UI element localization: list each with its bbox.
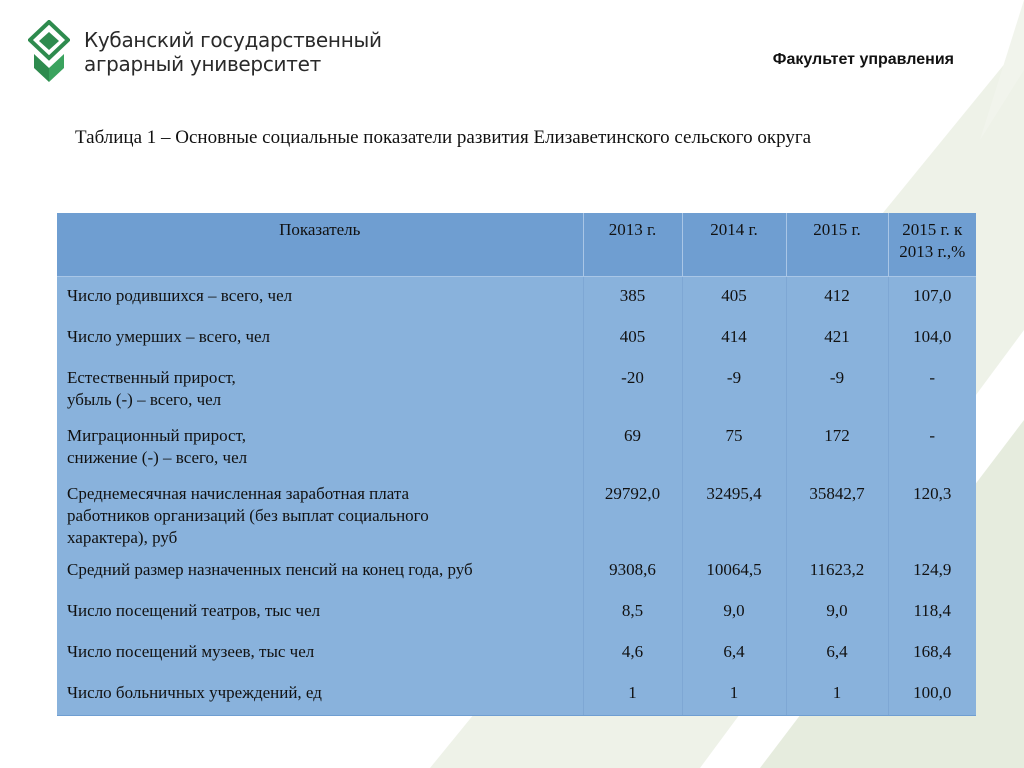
university-name bbox=[84, 28, 382, 76]
indicator-name: Число посещений театров, тыс чел bbox=[57, 592, 583, 633]
value-2014: -9 bbox=[682, 359, 786, 417]
indicator-name: Число родившихся – всего, чел bbox=[57, 277, 583, 319]
value-2014: 6,4 bbox=[682, 633, 786, 674]
value-2015: 9,0 bbox=[786, 592, 888, 633]
faculty-title: Факультет управления bbox=[772, 51, 954, 68]
value-ratio: - bbox=[888, 417, 976, 475]
value-ratio: 100,0 bbox=[888, 674, 976, 715]
table-row bbox=[57, 592, 976, 633]
value-ratio: 104,0 bbox=[888, 318, 976, 359]
value-2015: 11623,2 bbox=[786, 551, 888, 592]
column-header-2014: 2014 г. bbox=[682, 213, 786, 277]
value-2014: 1 bbox=[682, 674, 786, 715]
value-ratio: 120,3 bbox=[888, 475, 976, 551]
university-name-line2: аграрный университет bbox=[84, 52, 321, 76]
university-header bbox=[28, 20, 382, 84]
indicator-name: Число больничных учреждений, ед bbox=[57, 674, 583, 715]
value-2015: 35842,7 bbox=[786, 475, 888, 551]
university-name-line1: Кубанский государственный bbox=[84, 28, 382, 52]
indicator-name: Число посещений музеев, тыс чел bbox=[57, 633, 583, 674]
value-2013: 29792,0 bbox=[583, 475, 682, 551]
column-header-indicator: Показатель bbox=[57, 213, 583, 277]
table-caption: Таблица 1 – Основные социальные показатели развития Елизаветинского сельского округа bbox=[75, 127, 812, 148]
value-2014: 414 bbox=[682, 318, 786, 359]
kubsau-leaf-logo-icon bbox=[28, 20, 70, 84]
value-2015: -9 bbox=[786, 359, 888, 417]
table-row bbox=[57, 359, 976, 417]
table-row bbox=[57, 318, 976, 359]
value-ratio: - bbox=[888, 359, 976, 417]
value-2014: 405 bbox=[682, 277, 786, 319]
column-header-ratio: 2015 г. к 2013 г.,% bbox=[888, 213, 976, 277]
column-header-2013: 2013 г. bbox=[583, 213, 682, 277]
value-2013: 385 bbox=[583, 277, 682, 319]
indicators-table-container bbox=[57, 213, 976, 716]
value-2015: 412 bbox=[786, 277, 888, 319]
indicator-name: Естественный прирост, убыль (-) – всего, чел bbox=[57, 359, 583, 417]
value-2015: 6,4 bbox=[786, 633, 888, 674]
table-row bbox=[57, 551, 976, 592]
value-2013: 4,6 bbox=[583, 633, 682, 674]
table-row bbox=[57, 475, 976, 551]
value-2013: 8,5 bbox=[583, 592, 682, 633]
indicator-name: Среднемесячная начисленная заработная плата работников организаций (без выплат социального характера), руб bbox=[57, 475, 583, 551]
table-row bbox=[57, 674, 976, 715]
value-2013: 405 bbox=[583, 318, 682, 359]
table-row bbox=[57, 633, 976, 674]
value-2014: 10064,5 bbox=[682, 551, 786, 592]
value-2013: -20 bbox=[583, 359, 682, 417]
value-ratio: 107,0 bbox=[888, 277, 976, 319]
value-ratio: 168,4 bbox=[888, 633, 976, 674]
value-2015: 1 bbox=[786, 674, 888, 715]
table-header-row bbox=[57, 213, 976, 277]
table-row bbox=[57, 417, 976, 475]
value-2013: 1 bbox=[583, 674, 682, 715]
value-ratio: 124,9 bbox=[888, 551, 976, 592]
value-2014: 32495,4 bbox=[682, 475, 786, 551]
table-row bbox=[57, 277, 976, 319]
indicator-name: Средний размер назначенных пенсий на конец года, руб bbox=[57, 551, 583, 592]
indicator-name: Миграционный прирост, снижение (-) – всего, чел bbox=[57, 417, 583, 475]
value-2013: 69 bbox=[583, 417, 682, 475]
value-2015: 172 bbox=[786, 417, 888, 475]
indicator-name: Число умерших – всего, чел bbox=[57, 318, 583, 359]
value-2015: 421 bbox=[786, 318, 888, 359]
value-ratio: 118,4 bbox=[888, 592, 976, 633]
value-2013: 9308,6 bbox=[583, 551, 682, 592]
column-header-2015: 2015 г. bbox=[786, 213, 888, 277]
value-2014: 75 bbox=[682, 417, 786, 475]
value-2014: 9,0 bbox=[682, 592, 786, 633]
indicators-table bbox=[57, 213, 976, 715]
